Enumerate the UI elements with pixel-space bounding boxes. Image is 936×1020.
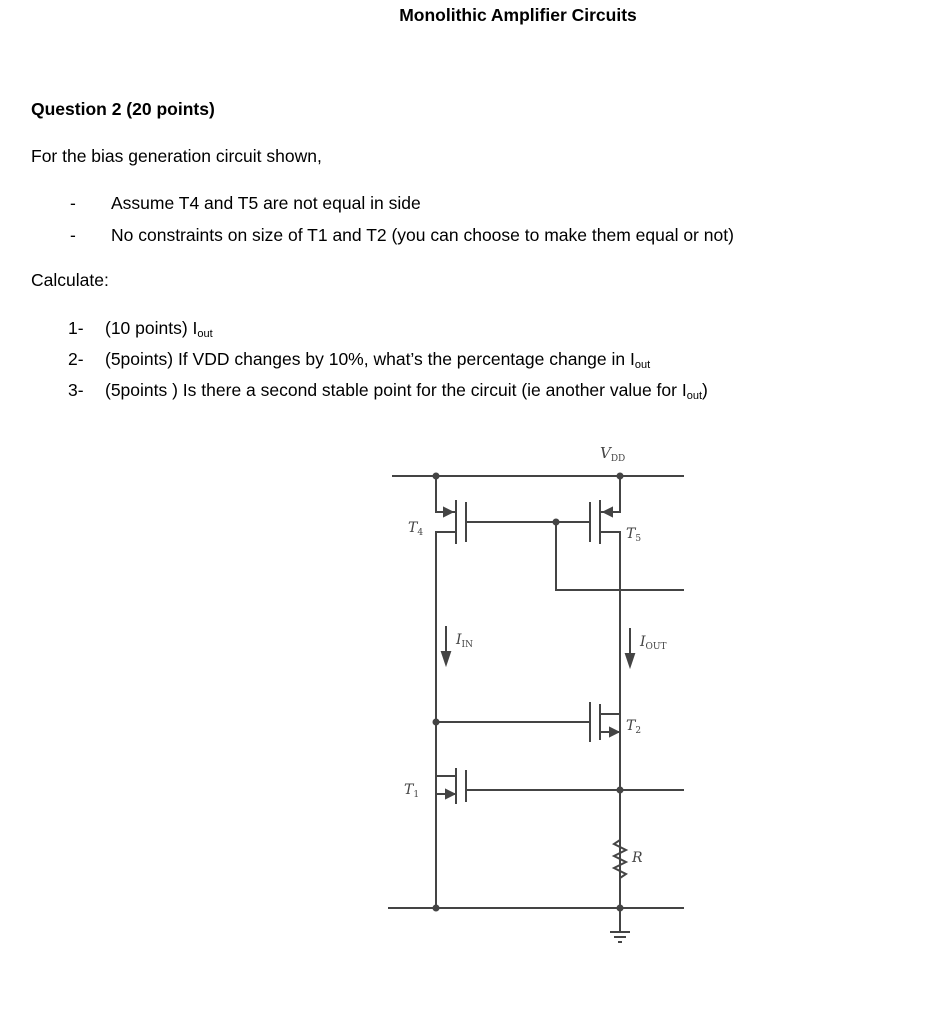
r-label: R [632,850,643,866]
transistor-t5 [556,476,684,908]
question-intro: For the bias generation circuit shown, [31,146,322,166]
ground-symbol [610,908,630,942]
calculate-label: Calculate: [31,270,109,290]
bullet-dash: - [70,225,76,245]
task-text: (10 points) $I_{out}$ [105,318,213,340]
junction-dots [433,473,624,912]
task-number: 3- [68,380,84,400]
task-text: (5points) If VDD changes by 10%, what’s the percentage change in $I_{out}$ [105,349,651,371]
task-number: 2- [68,349,84,369]
question-heading: Question 2 (20 points) [31,99,215,119]
assumption-text: Assume T4 and T5 are not equal in side [111,193,421,213]
page-title: Monolithic Amplifier Circuits [399,5,637,25]
bias-circuit-diagram [380,432,690,962]
assumption-text: No constraints on size of T1 and T2 (you can choose to make them equal or not) [111,225,734,245]
t4-label: $T_4$ [408,520,424,538]
iout-label: $I_{OUT}$ [640,634,667,652]
transistor-t1 [436,768,684,804]
task-text: (5points ) Is there a second stable point for the circuit (ie another value for $I_{out}$) [105,380,708,402]
vdd-label: $V_{DD}$ [600,444,626,464]
t2-label: $T_2$ [626,718,642,736]
iin-label: $I_{IN}$ [456,632,473,650]
task-number: 1- [68,318,84,338]
t1-label: $T_1$ [404,782,420,800]
bullet-dash: - [70,193,76,213]
transistor-t2 [436,702,620,742]
t5-label: $T_5$ [626,526,642,544]
iin-arrow [442,626,450,664]
transistor-t4 [436,476,556,908]
iout-arrow [626,628,634,666]
